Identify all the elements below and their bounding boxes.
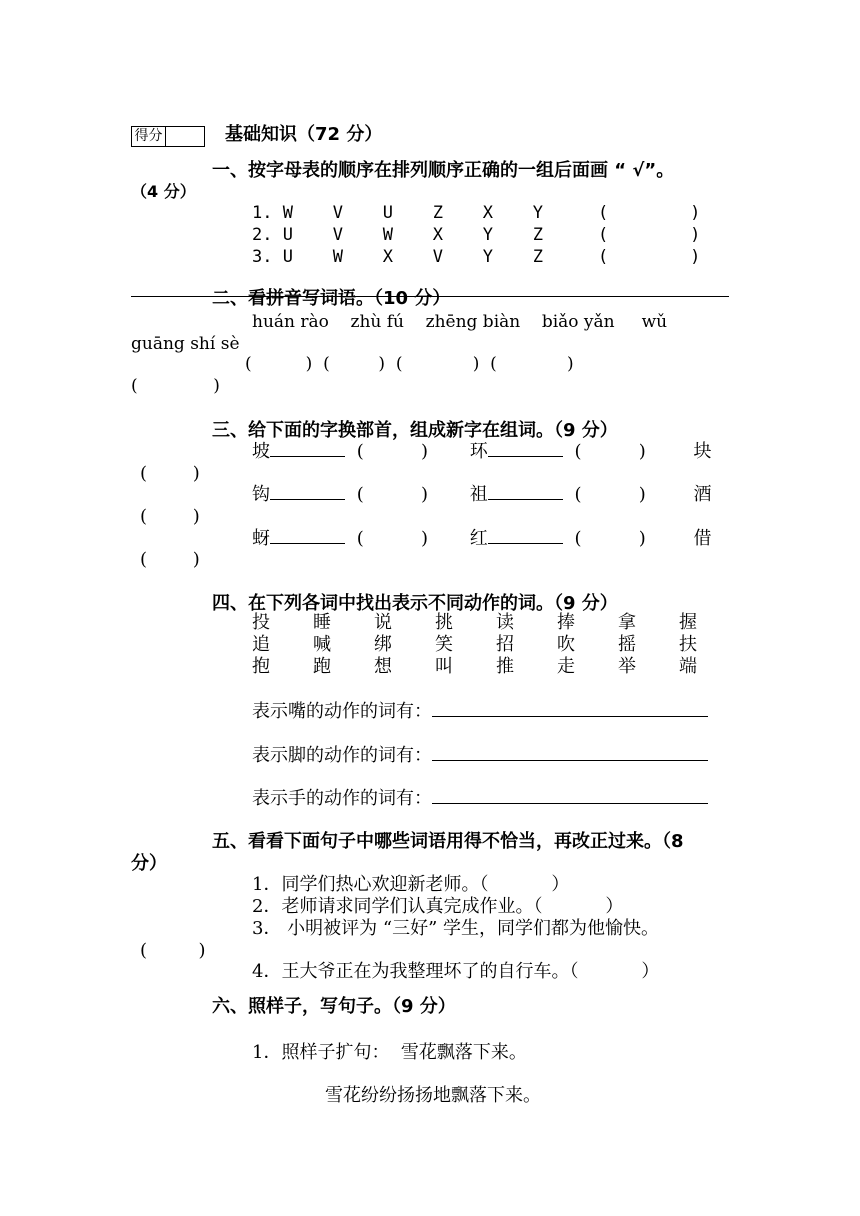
q6-title: 六、照样子，写句子。（9 分）: [212, 996, 456, 1017]
letter: V: [432, 247, 443, 267]
score-label: 得分: [132, 127, 166, 146]
q1-row-num: 1.: [252, 203, 273, 223]
q5-wrap-paren[interactable]: ( ): [140, 940, 206, 961]
q4-char-row-3: [252, 657, 703, 677]
letter: V: [332, 203, 343, 223]
q3-paren[interactable]: ( ): [356, 528, 428, 549]
q4-char: 握: [679, 612, 697, 633]
q3-wrap-3[interactable]: ( ): [140, 549, 200, 570]
q4-char: 举: [618, 656, 636, 677]
q3-blank[interactable]: [270, 499, 345, 500]
letter: Z: [532, 247, 543, 267]
q4-answer-line[interactable]: [432, 760, 708, 761]
q4-answer-label: 表示手的动作的词有：: [252, 788, 432, 809]
q4-answer-label: 表示脚的动作的词有：: [252, 745, 432, 766]
q3-blank[interactable]: [488, 543, 563, 544]
q5-item-2: 2．老师请求同学们认真完成作业。（ ）: [252, 896, 624, 917]
q4-char: 挑: [435, 612, 453, 633]
q1-row-num: 2.: [252, 225, 273, 245]
q3-char: 钩: [252, 484, 270, 505]
q4-char: 喊: [313, 634, 331, 655]
q4-char-row-2: [252, 635, 703, 655]
q3-char: 酒: [693, 484, 712, 505]
q3-paren[interactable]: ( ): [356, 484, 428, 505]
q1-title: 一、按字母表的顺序在排列顺序正确的一组后面画 “ √”。: [212, 160, 675, 181]
q3-blank[interactable]: [270, 456, 345, 457]
q4-answer-foot: [252, 745, 708, 767]
q3-paren[interactable]: ( ): [574, 441, 646, 462]
q3-char: 借: [693, 528, 712, 549]
q5-points: 分）: [131, 853, 167, 874]
letter: U: [282, 225, 293, 245]
letter: X: [482, 203, 493, 223]
q3-char: 祖: [469, 484, 488, 505]
q2-pinyin-line1: huán rào zhù fú zhēng biàn biǎo yǎn wǔ: [252, 312, 668, 332]
q1-answer-paren[interactable]: ( ): [597, 203, 701, 223]
letter: U: [382, 203, 393, 223]
q3-row-2: [252, 484, 711, 506]
letter: W: [332, 247, 343, 267]
q5-item-4: 4．王大爷正在为我整理坏了的自行车。（ ）: [252, 961, 660, 982]
q4-answer-hand: [252, 788, 708, 810]
q3-title: 三、给下面的字换部首，组成新字在组词。（9 分）: [212, 420, 618, 441]
q3-paren[interactable]: ( ): [574, 484, 646, 505]
q3-char: 坡: [252, 441, 270, 462]
q4-title: 四、在下列各词中找出表示不同动作的词。（9 分）: [212, 593, 618, 614]
letter: Y: [532, 203, 543, 223]
letter: Y: [482, 247, 493, 267]
letter: W: [282, 203, 293, 223]
q4-char: 拿: [618, 612, 636, 633]
q4-char: 投: [252, 612, 270, 633]
q4-char: 走: [557, 656, 575, 677]
q4-char: 抱: [252, 656, 270, 677]
q4-char: 端: [679, 656, 697, 677]
q2-paren-line2[interactable]: ( ): [131, 376, 220, 396]
q1-row-2: [252, 225, 700, 245]
score-box: [131, 126, 205, 147]
q3-wrap-2[interactable]: ( ): [140, 506, 200, 527]
q2-paren-line1[interactable]: ( ) ( ) ( ) ( ): [245, 354, 574, 374]
q4-char: 捧: [557, 612, 575, 633]
q4-char: 绑: [374, 634, 392, 655]
q4-char: 吹: [557, 634, 575, 655]
q3-char: 红: [469, 528, 488, 549]
q3-blank[interactable]: [270, 543, 345, 544]
q4-answer-line[interactable]: [432, 803, 708, 804]
q3-wrap-1[interactable]: ( ): [140, 463, 200, 484]
q4-char: 想: [374, 656, 392, 677]
letter: X: [382, 247, 393, 267]
q4-char: 叫: [435, 656, 453, 677]
letter: Z: [532, 225, 543, 245]
q4-char: 说: [374, 612, 392, 633]
q5-item-3: 3． 小明被评为 “三好” 学生，同学们都为他愉快。: [252, 918, 660, 939]
q3-paren[interactable]: ( ): [356, 441, 428, 462]
letter: V: [332, 225, 343, 245]
q4-char: 追: [252, 634, 270, 655]
q6-item-1: 1．照样子扩句： 雪花飘落下来。: [252, 1042, 527, 1063]
letter: Z: [432, 203, 443, 223]
q5-title: 五、看看下面句子中哪些词语用得不恰当，再改正过来。（8: [212, 831, 684, 852]
q4-char: 读: [496, 612, 514, 633]
q3-blank[interactable]: [488, 499, 563, 500]
q4-char: 笑: [435, 634, 453, 655]
q4-char-row-1: [252, 613, 703, 633]
q3-char: 蚜: [252, 528, 270, 549]
score-value[interactable]: [166, 127, 204, 146]
q3-row-1: [252, 441, 711, 463]
q1-row-3: [252, 247, 700, 267]
q4-answer-mouth: [252, 701, 708, 723]
q3-row-3: [252, 528, 711, 550]
q4-char: 睡: [313, 612, 331, 633]
q4-answer-line[interactable]: [432, 716, 708, 717]
q4-char: 推: [496, 656, 514, 677]
q3-char: 环: [469, 441, 488, 462]
q2-title: 二、看拼音写词语。（10 分）: [212, 288, 451, 309]
letter: U: [282, 247, 293, 267]
q2-pinyin-line2: guāng shí sè: [131, 334, 240, 354]
q5-item-1: 1．同学们热心欢迎新老师。（ ）: [252, 874, 570, 895]
q4-char: 扶: [679, 634, 697, 655]
q3-char: 块: [693, 441, 712, 462]
q1-row-1: [252, 203, 700, 223]
q4-char: 招: [496, 634, 514, 655]
q6-example: 雪花纷纷扬扬地飘落下来。: [325, 1085, 541, 1106]
q1-points: （4 分）: [131, 182, 196, 201]
letter: Y: [482, 225, 493, 245]
letter: X: [432, 225, 443, 245]
q4-char: 摇: [618, 634, 636, 655]
q3-paren[interactable]: ( ): [574, 528, 646, 549]
q4-char: 跑: [313, 656, 331, 677]
q1-row-num: 3.: [252, 247, 273, 267]
q4-answer-label: 表示嘴的动作的词有：: [252, 701, 432, 722]
q3-blank[interactable]: [488, 456, 563, 457]
letter: W: [382, 225, 393, 245]
q1-answer-paren[interactable]: ( ): [597, 247, 701, 267]
section-title: 基础知识（72 分）: [225, 124, 383, 145]
q1-answer-paren[interactable]: ( ): [597, 225, 701, 245]
